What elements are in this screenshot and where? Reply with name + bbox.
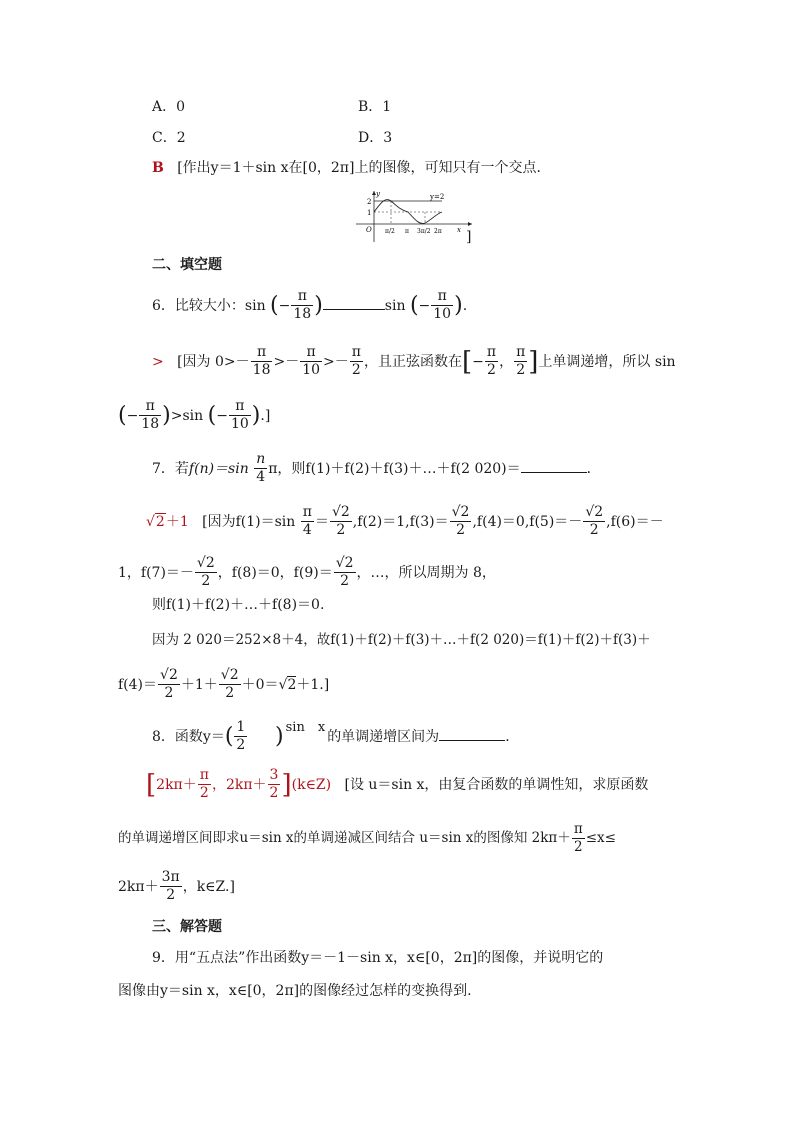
q9-line2: 图像由y＝sin x，x∈[0，2π]的图像经过怎样的变换得到. (118, 983, 472, 999)
q7-l5-a: ＋1＋ (180, 676, 218, 693)
q7-explanation-line1: √2＋1 [因为f(1)＝sin $\frac{\pi}{4}$ ＝ $\frac{√2}{2}$ ,f(2)＝1,f(3)＝ $\frac{√2}{2}$ ,f(4)＝0,f(5)＝－ $\frac{√2}{2}$ ,f(6)＝－ (146, 504, 664, 539)
q6-exp-gt1: >－ (273, 353, 300, 370)
q8-stem-post: 的单调递增区间为 (327, 728, 440, 745)
q7-l2-b: ，f(8)＝0，f(9)＝ (217, 564, 333, 581)
q7-stem-end: ． (586, 460, 601, 477)
q7-explanation-line5: f(4)＝ $\frac{√2}{2}$ ＋1＋ $\frac{√2}{2}$ ＋0＝√2＋1.] (118, 667, 330, 702)
q7-l5-b: ＋0＝ (241, 676, 279, 693)
q8-explanation-line2: 的单调递增区间即求u＝sin x的单调递减区间结合 u＝sin x的图像知 2kπ＋ $\frac{\pi}{2}$ ≤x≤ (118, 821, 616, 855)
q6-frac1-den: 18 (293, 306, 312, 323)
y-tick-1: 1 (367, 209, 372, 217)
q7-l1-d: ,f(6)＝－ (606, 513, 664, 530)
q8-exp-l2-pre: 的单调递增区间即求u＝sin x的单调递减区间结合 u＝sin x的图像知 2kπ＋ (118, 829, 571, 846)
q6-exp-pre: [因为 0>－ (177, 353, 250, 370)
q8-explanation-line1 (146, 768, 648, 802)
q8-answer: [2kπ＋ $\frac{\pi}{2}$ ，2kπ＋ $\frac{3}{2}$ ](k∈Z) (146, 767, 332, 802)
q6-stem: 6．比较大小：sin (− $\frac{\pi}{18}$ ) sin (− $\frac{\pi}{10}$ ). (152, 288, 468, 323)
q7-explanation-line4: 因为 2 020＝252×8＋4，故f(1)＋f(2)＋f(3)＋…＋f(2 020)＝f(1)＋f(2)＋f(3)＋ (152, 632, 651, 648)
q7-l2-c: ，…，所以周期为 8， (356, 564, 496, 581)
x-tick-3pi-2: 3π/2 (417, 228, 431, 235)
q6-explanation-line1: > [因为 0>－ $\frac{\pi}{18}$ >－ $\frac{\pi}{10}$ >－ $\frac{\pi}{2}$ ，且正弦函数在[− $\frac{\pi}{2}$ ， $\frac{\pi}{2}$ ]上单调递增，所以 sin (152, 344, 676, 379)
q7-frac-den: 4 (256, 469, 266, 486)
option-b: B．1 (358, 99, 392, 115)
q6-frac1-num: π (291, 289, 313, 306)
sine-graph-figure (350, 188, 480, 244)
q7-stem (152, 452, 601, 486)
q7-pi: π (268, 460, 278, 477)
q7-l1-pre: [因为f(1)＝sin (202, 513, 296, 530)
option-d: D．3 (358, 130, 393, 146)
q9-line1: 9．用“五点法”作出函数y＝－1－sin x，x∈[0，2π]的图像，并说明它的 (152, 950, 604, 966)
q8-ans-num: 3 (268, 768, 281, 785)
q8-explanation-line3: 2kπ＋ $\frac{3\pi}{2}$ ，k∈Z.] (118, 869, 235, 904)
q7-l5-pre: f(4)＝ (118, 676, 158, 693)
y-tick-2: 2 (367, 198, 372, 206)
q7-answer-radicand: 2 (155, 513, 165, 530)
q7-l1-a: ＝ (314, 513, 329, 530)
q7-explanation-line3: 则f(1)＋f(2)＋…＋f(8)＝0. (152, 597, 325, 613)
q8-stem: 8．函数y＝( $\frac{1}{2}$ ) sin x的单调递增区间为 ． (152, 719, 520, 754)
q6-explanation-line2: (− $\frac{\pi}{18}$ )>sin (− $\frac{\pi}{10}$ ).] (118, 398, 271, 433)
option-c: C．2 (152, 130, 186, 146)
line-label: y=2 (430, 193, 445, 201)
q6-answer: > (152, 353, 164, 370)
q8-half-num: 1 (234, 720, 247, 737)
q7-l1-c: ,f(4)＝0,f(5)＝－ (472, 513, 583, 530)
q6-frac2-den: 10 (433, 306, 452, 323)
q6-frac2-num: π (431, 289, 453, 306)
q8-exp-l3-pre: 2kπ＋ (118, 878, 159, 895)
section-fill-in-title: 二、填空题 (152, 257, 222, 273)
q7-blank[interactable] (521, 472, 587, 473)
q6-stem-mid: sin (384, 297, 406, 314)
q7-stem-pre: 7．若 (152, 460, 189, 477)
q5-end-bracket: ] (466, 229, 472, 245)
option-a: A．0 (152, 99, 186, 115)
q6-l2-end: .] (260, 407, 271, 424)
q5-answer: B (152, 160, 164, 176)
q7-answer: √2＋1 (146, 513, 189, 530)
q6-l2-post: >sin (170, 407, 204, 424)
x-tick-2pi: 2π (434, 228, 442, 235)
q8-exp-l2-post: ≤x≤ (585, 829, 616, 846)
q6-exp-post: 上单调递增，所以 sin (538, 353, 676, 370)
q7-frac-num: n (254, 452, 267, 469)
q7-l5-end: ＋1.] (296, 676, 330, 693)
q5-explain-text: [作出y＝1＋sin x在[0，2π]上的图像，可知只有一个交点． (177, 160, 551, 176)
q5-explanation (152, 161, 550, 175)
q6-exp-gt2: >－ (323, 353, 349, 370)
x-axis-label: x (457, 226, 461, 234)
q7-stem-post: ，则f(1)＋f(2)＋f(3)＋…＋f(2 020)＝ (277, 460, 521, 477)
q7-explanation-line2: 1，f(7)＝－ $\frac{√2}{2}$ ，f(8)＝0，f(9)＝ $\frac{√2}{2}$ ，…，所以周期为 8， (118, 555, 496, 590)
q8-exponent: sin x (285, 719, 326, 735)
q8-ans-a: 2kπ＋ (156, 776, 197, 793)
q8-blank[interactable] (439, 740, 505, 741)
q6-stem-pre: 6．比较大小：sin (152, 297, 266, 314)
q8-stem-end: ． (505, 728, 520, 745)
origin-label: O (366, 226, 372, 234)
q6-exp-mid: ，且正弦函数在 (363, 353, 462, 370)
q8-exp-l3-post: ，k∈Z.] (182, 878, 235, 895)
x-tick-pi: π (405, 228, 409, 235)
q8-exp-l1: [设 u＝sin x，由复合函数的单调性知，求原函数 (344, 776, 649, 793)
y-axis-label: y (376, 190, 380, 198)
q8-stem-pre: 8．函数y＝ (152, 728, 225, 745)
q7-stem-fn: f(n)＝sin (188, 460, 249, 477)
q7-l1-b: ,f(2)＝1,f(3)＝ (352, 513, 449, 530)
q7-l2-pre: 1，f(7)＝－ (118, 564, 194, 581)
x-tick-pi-2: π/2 (385, 228, 395, 235)
q7-l5-radicand: 2 (287, 676, 297, 693)
q8-ans-b: ，2kπ＋ (211, 776, 267, 793)
q8-ans-k: (k∈Z) (291, 776, 332, 793)
q8-half-den: 2 (236, 737, 246, 754)
q6-blank[interactable] (323, 309, 385, 310)
q7-answer-plus: ＋1 (165, 513, 189, 530)
section-solution-title: 三、解答题 (152, 919, 222, 935)
